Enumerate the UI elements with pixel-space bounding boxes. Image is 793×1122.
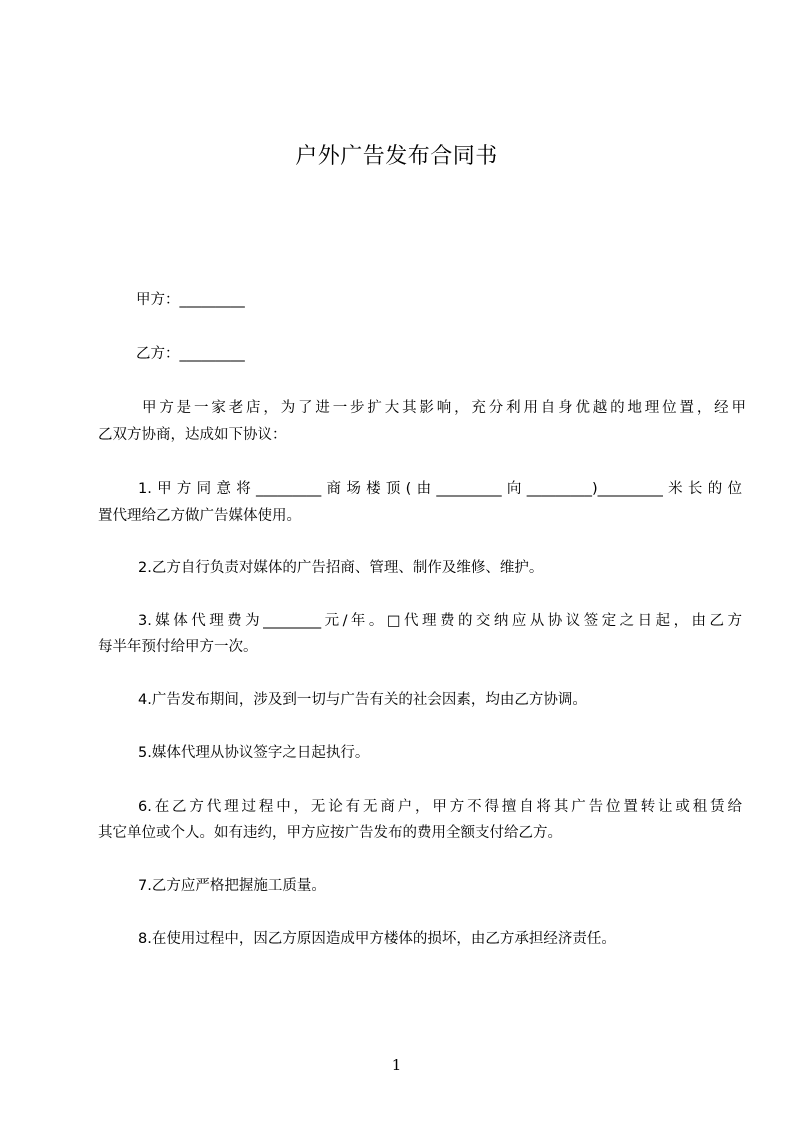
document-title: 户外广告发布合同书 bbox=[295, 144, 498, 169]
clause-4: 4.广告发布期间，涉及到一切与广告有关的社会因素，均由乙方协调。 bbox=[138, 692, 587, 708]
clause-7: 7.乙方应严格把握施工质量。 bbox=[138, 878, 326, 894]
clause-8: 8.在使用过程中，因乙方原因造成甲方楼体的损坏，由乙方承担经济责任。 bbox=[138, 931, 616, 947]
party-b-line: 乙方：_________ bbox=[136, 346, 245, 362]
clause-3-line-1: 3.媒体代理费为________元/年。□代理费的交纳应从协议签定之日起，由乙方 bbox=[138, 613, 742, 629]
clause-5: 5.媒体代理从协议签字之日起执行。 bbox=[138, 745, 370, 761]
clause-2: 2.乙方自行负责对媒体的广告招商、管理、制作及维修、维护。 bbox=[138, 560, 544, 576]
clause-6-line-2: 其它单位或个人。如有违约，甲方应按广告发布的费用全额支付给乙方。 bbox=[98, 825, 562, 841]
clause-6-line-1: 6.在乙方代理过程中，无论有无商户，甲方不得擅自将其广告位置转让或租赁给 bbox=[138, 799, 742, 815]
clause-1-line-2: 置代理给乙方做广告媒体使用。 bbox=[98, 508, 301, 524]
clause-1-line-1: 1.甲方同意将_________商场楼顶(由_________向_________)_________米长的位 bbox=[138, 481, 742, 497]
intro-line-2: 乙双方协商，达成如下协议： bbox=[98, 427, 287, 443]
intro-line-1: 甲方是一家老店，为了进一步扩大其影响，充分利用自身优越的地理位置，经甲 bbox=[142, 400, 746, 416]
page-number: 1 bbox=[391, 1056, 402, 1074]
party-a-line: 甲方：_________ bbox=[136, 292, 245, 308]
clause-3-line-2: 每半年预付给甲方一次。 bbox=[98, 639, 258, 655]
